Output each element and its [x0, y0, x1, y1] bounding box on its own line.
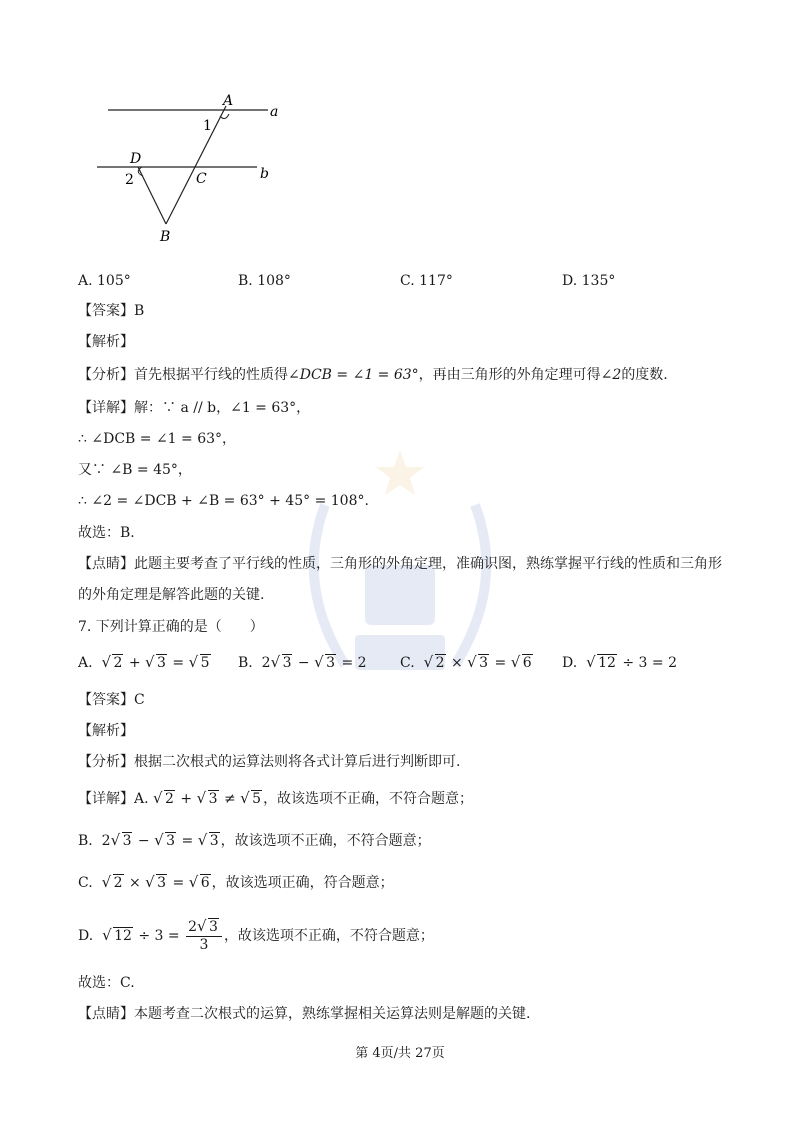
label-C: C: [196, 171, 207, 187]
q6-dianjing-2: 的外角定理是解答此题的关键.: [78, 587, 265, 603]
label-b: b: [260, 166, 269, 182]
q7-option-a: A. √ 2 + √ 3 = √ 5: [78, 652, 212, 674]
label-1: 1: [203, 118, 212, 134]
q7-option-c: C. √ 2 × √ 3 = √ 6: [400, 652, 534, 674]
q7-jiexi: 【解析】: [78, 723, 134, 739]
q7-option-d: D. √ 12 ÷ 3 = 2: [562, 652, 677, 674]
q7-detail-a: 【详解】A. √ 2 + √ 3 ≠ √ 5 ，故该选项不正确，不符合题意；: [78, 788, 473, 810]
q6-option-d: D. 135°: [562, 273, 616, 289]
q6-step2: 又∵ ∠B = 45°，: [78, 462, 192, 478]
q6-xiangjie: 【详解】解：∵ a // b，∠1 = 63°，: [78, 400, 311, 416]
q7-stem: 7. 下列计算正确的是（ ）: [78, 619, 264, 635]
q7-detail-c: C. √ 2 × √ 3 = √ 6 ，故该选项正确，符合题意；: [78, 872, 394, 894]
q6-option-b: B. 108°: [238, 273, 291, 289]
geometry-figure: [90, 88, 300, 248]
q7-dianjing: 【点睛】本题考查二次根式的运算，熟练掌握相关运算法则是解题的关键.: [78, 1006, 531, 1022]
label-2: 2: [125, 172, 134, 188]
q7-option-b: B. 2√ 3 − √ 3 = 2: [238, 652, 367, 674]
q6-step1: ∴ ∠DCB = ∠1 = 63°，: [78, 431, 237, 447]
q6-answer: 【答案】B: [78, 303, 145, 319]
q7-answer: 【答案】C: [78, 692, 145, 708]
label-A: A: [223, 93, 234, 109]
q7-detail-b: B. 2√ 3 − √ 3 = √ 3 ，故该选项不正确，不符合题意；: [78, 830, 431, 852]
label-a: a: [270, 104, 279, 120]
q6-choose: 故选：B.: [78, 525, 135, 541]
label-D: D: [130, 151, 142, 167]
q6-step3: ∴ ∠2 = ∠DCB + ∠B = 63° + 45° = 108°.: [78, 493, 369, 509]
q6-option-a: A. 105°: [78, 273, 131, 289]
q7-choose: 故选：C.: [78, 975, 135, 991]
q6-option-c: C. 117°: [400, 273, 453, 289]
q6-jiexi: 【解析】: [78, 334, 134, 350]
segment-ab: [166, 106, 226, 224]
q7-fenxi: 【分析】根据二次根式的运算法则将各式计算后进行判断即可.: [78, 754, 461, 770]
fraction: $\frac{2√ 3}{3}$: [186, 919, 222, 954]
label-B: B: [160, 229, 171, 245]
q6-dianjing-1: 【点睛】此题主要考查了平行线的性质，三角形的外角定理，准确识图，熟练掌握平行线的性质和三角形: [78, 556, 722, 572]
q7-detail-d: D. √ 12 ÷ 3 = $\frac{2√ 3}{3}$ ，故该选项不正确，不符合题意；: [78, 914, 434, 958]
q6-fenxi: 【分析】首先根据平行线的性质得∠DCB = ∠1 = 63°，再由三角形的外角定理可得∠2的度数.: [78, 367, 668, 383]
page-footer: 第 4页/共 27页: [355, 1046, 445, 1061]
